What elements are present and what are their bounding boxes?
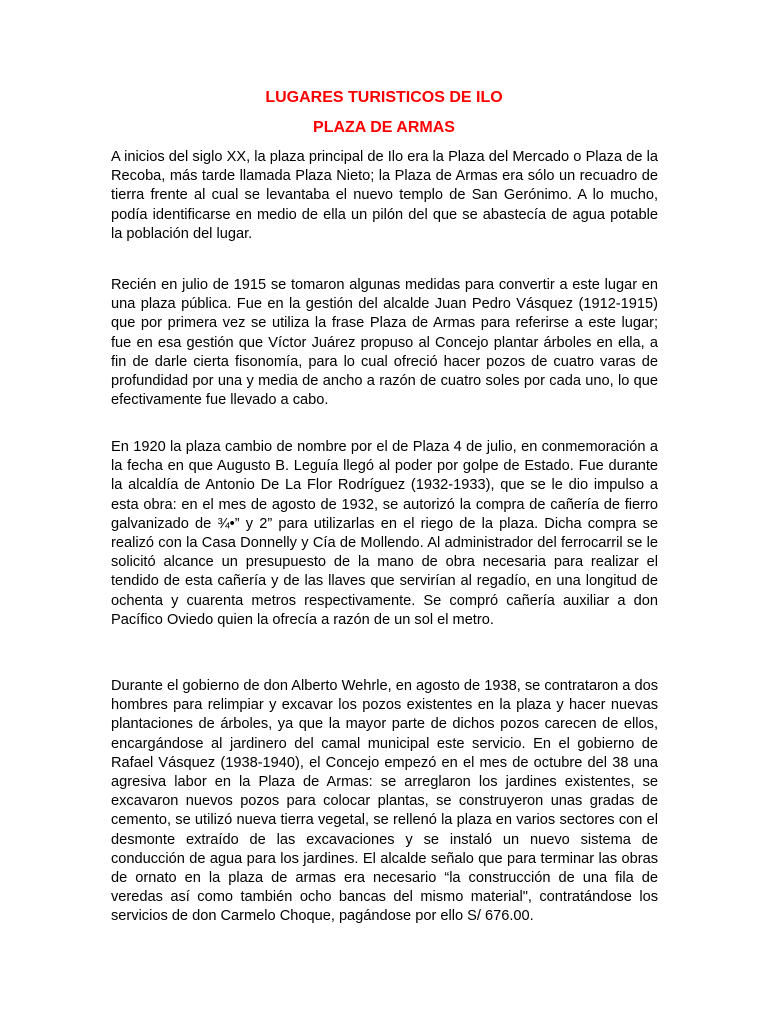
document-subtitle: PLAZA DE ARMAS <box>313 119 455 136</box>
paragraph-4: Durante el gobierno de don Alberto Wehrle, en agosto de 1938, se contrataron a dos hombres para relimpiar y excavar los pozos existentes en la plaza y hacer nuevas plantaciones de árboles, ya que la mayor parte de dichos pozos carecen de ellos, encargándose al jardinero del camal municipal este servicio. En el gobierno de Rafael Vásquez (1938-1940), el Concejo empezó en el mes de octubre del 38 una agresiva labor en la Plaza de Armas: se arreglaron los jardines existentes, se excavaron nuevos pozos para colocar plantas, se construyeron unas gradas de cemento, se utilizó nueva tierra vegetal, se rellenó la plaza en varios sectores con el desmonte extraído de las excavaciones y se instaló un nuevo sistema de conducción de agua para los jardines. El alcalde señalo que para terminar las obras de ornato en la plaza de armas era necesario “la construcción de una fila de veredas así como también ocho bancas del mismo material", contratándose los servicios de don Carmelo Choque, pagándose por ello S/ 676.00. <box>111 678 658 925</box>
paragraph-1: A inicios del siglo XX, la plaza principal de Ilo era la Plaza del Mercado o Plaza de la Recoba, más tarde llamada Plaza Nieto; la Plaza de Armas era sólo un recuadro de tierra frente al cual se levantaba el nuevo templo de San Gerónimo. A lo mucho, podía identificarse en medio de ella un pilón del que se abastecía de agua potable la población del lugar. <box>111 149 658 242</box>
document-title: LUGARES TURISTICOS DE ILO <box>265 89 503 106</box>
paragraph-2: Recién en julio de 1915 se tomaron algunas medidas para convertir a este lugar en una plaza pública. Fue en la gestión del alcalde Juan Pedro Vásquez (1912-1915) que por primera vez se utiliza la frase Plaza de Armas para referirse a este lugar; fue en esa gestión que Víctor Juárez propuso al Concejo plantar árboles en ella, a fin de darle cierta fisonomía, para lo cual ofreció hacer pozos de cuatro varas de profundidad por una y media de ancho a razón de cuatro soles por cada uno, lo que efectivamente fue llevado a cabo. <box>111 277 658 409</box>
paragraph-3: En 1920 la plaza cambio de nombre por el de Plaza 4 de julio, en conmemoración a la fecha en que Augusto B. Leguía llegó al poder por golpe de Estado. Fue durante la alcaldía de Antonio De La Flor Rodríguez (1932-1933), que se le dio impulso a esta obra: en el mes de agosto de 1932, se autorizó la compra de cañería de fierro galvanizado de ¾•” y 2” para utilizarlas en el riego de la plaza. Dicha compra se realizó con la Casa Donnelly y Cía de Mollendo. Al administrador del ferrocarril se le solicitó alcance un presupuesto de la mano de obra necesaria para realizar el tendido de esta cañería y de las llaves que servirían al regadío, en una longitud de ochenta y cuarenta metros respectivamente. Se compró cañería auxiliar a don Pacífico Oviedo quien la ofrecía a razón de un sol el metro. <box>111 439 658 628</box>
